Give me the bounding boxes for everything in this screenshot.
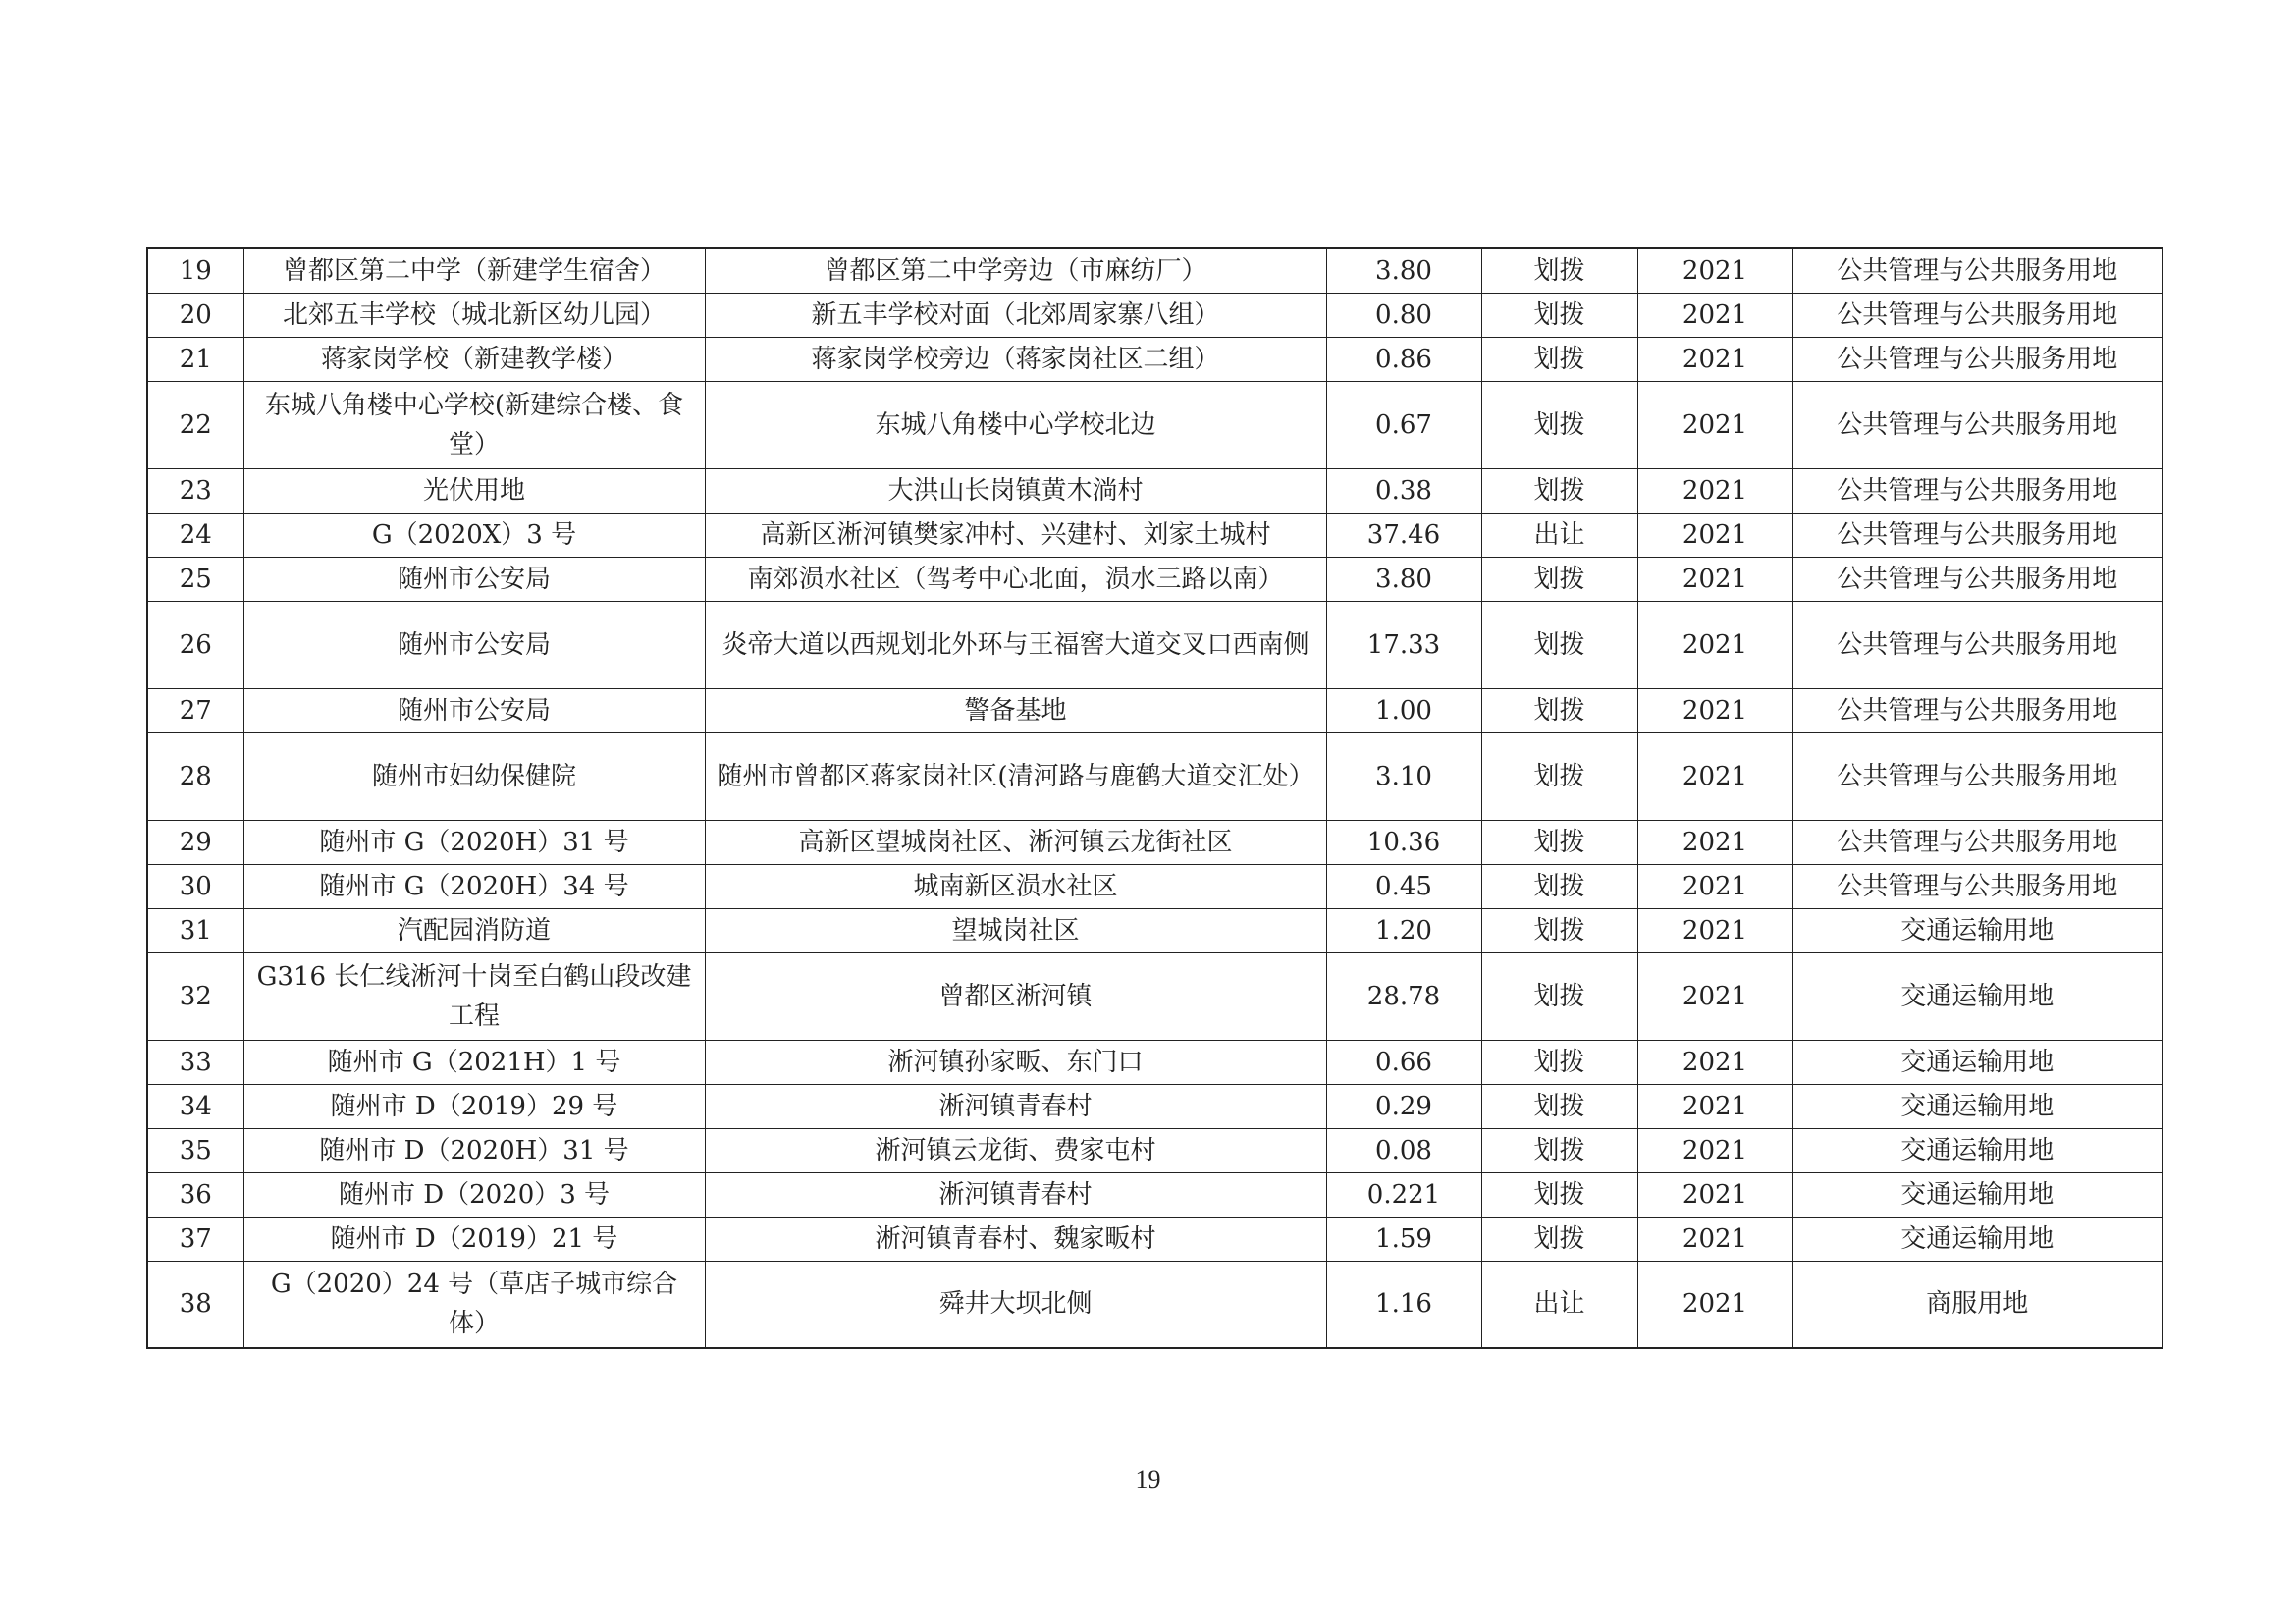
cell-supply-method: 出让 <box>1481 513 1637 557</box>
cell-project-name: 随州市 D（2019）29 号 <box>243 1084 705 1128</box>
cell-row-number: 29 <box>147 820 243 864</box>
cell-row-number: 35 <box>147 1128 243 1172</box>
cell-land-use: 公共管理与公共服务用地 <box>1792 601 2163 688</box>
cell-year: 2021 <box>1637 820 1792 864</box>
cell-location: 望城岗社区 <box>705 908 1326 952</box>
cell-supply-method: 划拨 <box>1481 381 1637 468</box>
table-row <box>147 908 2163 952</box>
cell-location: 淅河镇青春村、魏家畈村 <box>705 1217 1326 1261</box>
table-row <box>147 1084 2163 1128</box>
land-supply-table <box>146 247 2163 1349</box>
cell-year: 2021 <box>1637 952 1792 1040</box>
cell-land-use: 公共管理与公共服务用地 <box>1792 337 2163 381</box>
cell-project-name: 随州市公安局 <box>243 557 705 601</box>
cell-project-name: 曾都区第二中学（新建学生宿舍） <box>243 248 705 293</box>
table-row <box>147 557 2163 601</box>
cell-location: 炎帝大道以西规划北外环与王福窖大道交叉口西南侧 <box>705 601 1326 688</box>
cell-land-use: 交通运输用地 <box>1792 1128 2163 1172</box>
cell-area: 10.36 <box>1326 820 1481 864</box>
table-row <box>147 732 2163 820</box>
cell-location: 高新区淅河镇樊家冲村、兴建村、刘家土城村 <box>705 513 1326 557</box>
cell-year: 2021 <box>1637 1128 1792 1172</box>
cell-project-name: 随州市 G（2021H）1 号 <box>243 1040 705 1084</box>
cell-year: 2021 <box>1637 1217 1792 1261</box>
table-row <box>147 381 2163 468</box>
cell-year: 2021 <box>1637 1261 1792 1348</box>
table-row <box>147 952 2163 1040</box>
cell-row-number: 34 <box>147 1084 243 1128</box>
cell-area: 17.33 <box>1326 601 1481 688</box>
cell-row-number: 22 <box>147 381 243 468</box>
cell-location: 淅河镇孙家畈、东门口 <box>705 1040 1326 1084</box>
cell-area: 37.46 <box>1326 513 1481 557</box>
cell-project-name: 光伏用地 <box>243 468 705 513</box>
cell-land-use: 交通运输用地 <box>1792 908 2163 952</box>
cell-row-number: 28 <box>147 732 243 820</box>
cell-supply-method: 划拨 <box>1481 1084 1637 1128</box>
table-row <box>147 1261 2163 1348</box>
cell-supply-method: 划拨 <box>1481 337 1637 381</box>
cell-project-name: 蒋家岗学校（新建教学楼） <box>243 337 705 381</box>
cell-row-number: 37 <box>147 1217 243 1261</box>
cell-project-name: 随州市 G（2020H）34 号 <box>243 864 705 908</box>
cell-land-use: 交通运输用地 <box>1792 1172 2163 1217</box>
cell-year: 2021 <box>1637 468 1792 513</box>
cell-land-use: 交通运输用地 <box>1792 952 2163 1040</box>
cell-location: 曾都区第二中学旁边（市麻纺厂） <box>705 248 1326 293</box>
table-row <box>147 601 2163 688</box>
cell-area: 0.66 <box>1326 1040 1481 1084</box>
cell-location: 大洪山长岗镇黄木淌村 <box>705 468 1326 513</box>
cell-project-name: 北郊五丰学校（城北新区幼儿园） <box>243 293 705 337</box>
cell-land-use: 公共管理与公共服务用地 <box>1792 381 2163 468</box>
cell-supply-method: 划拨 <box>1481 248 1637 293</box>
cell-row-number: 30 <box>147 864 243 908</box>
cell-year: 2021 <box>1637 337 1792 381</box>
cell-row-number: 19 <box>147 248 243 293</box>
table-row <box>147 248 2163 293</box>
cell-location: 高新区望城岗社区、淅河镇云龙街社区 <box>705 820 1326 864</box>
table-row <box>147 1172 2163 1217</box>
cell-area: 0.221 <box>1326 1172 1481 1217</box>
cell-location: 城南新区涢水社区 <box>705 864 1326 908</box>
cell-year: 2021 <box>1637 293 1792 337</box>
cell-location: 舜井大坝北侧 <box>705 1261 1326 1348</box>
cell-row-number: 27 <box>147 688 243 732</box>
table-row <box>147 864 2163 908</box>
cell-row-number: 33 <box>147 1040 243 1084</box>
cell-supply-method: 划拨 <box>1481 908 1637 952</box>
cell-row-number: 36 <box>147 1172 243 1217</box>
cell-land-use: 交通运输用地 <box>1792 1040 2163 1084</box>
table-row <box>147 1040 2163 1084</box>
cell-row-number: 21 <box>147 337 243 381</box>
table-row <box>147 820 2163 864</box>
cell-land-use: 公共管理与公共服务用地 <box>1792 864 2163 908</box>
cell-project-name: G（2020）24 号（草店子城市综合体） <box>243 1261 705 1348</box>
cell-land-use: 公共管理与公共服务用地 <box>1792 293 2163 337</box>
cell-area: 0.45 <box>1326 864 1481 908</box>
cell-area: 0.67 <box>1326 381 1481 468</box>
cell-land-use: 交通运输用地 <box>1792 1217 2163 1261</box>
cell-land-use: 公共管理与公共服务用地 <box>1792 732 2163 820</box>
cell-land-use: 商服用地 <box>1792 1261 2163 1348</box>
cell-row-number: 20 <box>147 293 243 337</box>
cell-location: 警备基地 <box>705 688 1326 732</box>
cell-row-number: 31 <box>147 908 243 952</box>
cell-location: 东城八角楼中心学校北边 <box>705 381 1326 468</box>
table-row <box>147 688 2163 732</box>
cell-project-name: G（2020X）3 号 <box>243 513 705 557</box>
cell-land-use: 公共管理与公共服务用地 <box>1792 468 2163 513</box>
page-number: 19 <box>1135 1465 1161 1493</box>
cell-year: 2021 <box>1637 732 1792 820</box>
cell-location: 新五丰学校对面（北郊周家寨八组） <box>705 293 1326 337</box>
cell-land-use: 公共管理与公共服务用地 <box>1792 513 2163 557</box>
cell-project-name: G316 长仁线淅河十岗至白鹤山段改建工程 <box>243 952 705 1040</box>
cell-land-use: 公共管理与公共服务用地 <box>1792 248 2163 293</box>
cell-area: 3.10 <box>1326 732 1481 820</box>
cell-year: 2021 <box>1637 688 1792 732</box>
cell-area: 0.08 <box>1326 1128 1481 1172</box>
table-row <box>147 1217 2163 1261</box>
cell-row-number: 23 <box>147 468 243 513</box>
cell-area: 1.16 <box>1326 1261 1481 1348</box>
cell-project-name: 随州市妇幼保健院 <box>243 732 705 820</box>
cell-year: 2021 <box>1637 1040 1792 1084</box>
cell-year: 2021 <box>1637 1084 1792 1128</box>
cell-project-name: 随州市 D（2020H）31 号 <box>243 1128 705 1172</box>
cell-row-number: 38 <box>147 1261 243 1348</box>
cell-project-name: 随州市 G（2020H）31 号 <box>243 820 705 864</box>
cell-supply-method: 划拨 <box>1481 468 1637 513</box>
cell-row-number: 26 <box>147 601 243 688</box>
cell-year: 2021 <box>1637 601 1792 688</box>
cell-area: 0.80 <box>1326 293 1481 337</box>
table-row <box>147 337 2163 381</box>
cell-area: 28.78 <box>1326 952 1481 1040</box>
cell-row-number: 25 <box>147 557 243 601</box>
cell-supply-method: 划拨 <box>1481 688 1637 732</box>
cell-area: 1.20 <box>1326 908 1481 952</box>
cell-area: 3.80 <box>1326 248 1481 293</box>
cell-location: 随州市曾都区蒋家岗社区(清河路与鹿鹤大道交汇处） <box>705 732 1326 820</box>
cell-location: 蒋家岗学校旁边（蒋家岗社区二组） <box>705 337 1326 381</box>
cell-project-name: 汽配园消防道 <box>243 908 705 952</box>
cell-year: 2021 <box>1637 381 1792 468</box>
cell-area: 0.86 <box>1326 337 1481 381</box>
cell-supply-method: 划拨 <box>1481 293 1637 337</box>
table-body <box>147 248 2163 1348</box>
cell-area: 1.00 <box>1326 688 1481 732</box>
cell-year: 2021 <box>1637 1172 1792 1217</box>
cell-project-name: 东城八角楼中心学校(新建综合楼、食堂） <box>243 381 705 468</box>
cell-location: 淅河镇青春村 <box>705 1084 1326 1128</box>
cell-project-name: 随州市公安局 <box>243 688 705 732</box>
cell-supply-method: 划拨 <box>1481 1172 1637 1217</box>
cell-row-number: 24 <box>147 513 243 557</box>
cell-land-use: 交通运输用地 <box>1792 1084 2163 1128</box>
table-row <box>147 468 2163 513</box>
table-row <box>147 513 2163 557</box>
cell-area: 3.80 <box>1326 557 1481 601</box>
cell-area: 1.59 <box>1326 1217 1481 1261</box>
cell-supply-method: 划拨 <box>1481 952 1637 1040</box>
cell-supply-method: 划拨 <box>1481 864 1637 908</box>
cell-project-name: 随州市公安局 <box>243 601 705 688</box>
cell-supply-method: 划拨 <box>1481 732 1637 820</box>
cell-area: 0.38 <box>1326 468 1481 513</box>
cell-project-name: 随州市 D（2019）21 号 <box>243 1217 705 1261</box>
cell-year: 2021 <box>1637 248 1792 293</box>
table-row <box>147 1128 2163 1172</box>
cell-year: 2021 <box>1637 908 1792 952</box>
cell-location: 淅河镇云龙街、费家屯村 <box>705 1128 1326 1172</box>
cell-supply-method: 划拨 <box>1481 1217 1637 1261</box>
cell-supply-method: 划拨 <box>1481 557 1637 601</box>
cell-location: 南郊涢水社区（驾考中心北面，涢水三路以南） <box>705 557 1326 601</box>
cell-land-use: 公共管理与公共服务用地 <box>1792 688 2163 732</box>
cell-row-number: 32 <box>147 952 243 1040</box>
cell-supply-method: 划拨 <box>1481 1040 1637 1084</box>
cell-supply-method: 划拨 <box>1481 1128 1637 1172</box>
cell-year: 2021 <box>1637 557 1792 601</box>
cell-supply-method: 划拨 <box>1481 601 1637 688</box>
cell-year: 2021 <box>1637 864 1792 908</box>
cell-location: 淅河镇青春村 <box>705 1172 1326 1217</box>
table-row <box>147 293 2163 337</box>
cell-supply-method: 出让 <box>1481 1261 1637 1348</box>
cell-land-use: 公共管理与公共服务用地 <box>1792 557 2163 601</box>
cell-project-name: 随州市 D（2020）3 号 <box>243 1172 705 1217</box>
cell-location: 曾都区淅河镇 <box>705 952 1326 1040</box>
cell-supply-method: 划拨 <box>1481 820 1637 864</box>
cell-year: 2021 <box>1637 513 1792 557</box>
cell-land-use: 公共管理与公共服务用地 <box>1792 820 2163 864</box>
cell-area: 0.29 <box>1326 1084 1481 1128</box>
